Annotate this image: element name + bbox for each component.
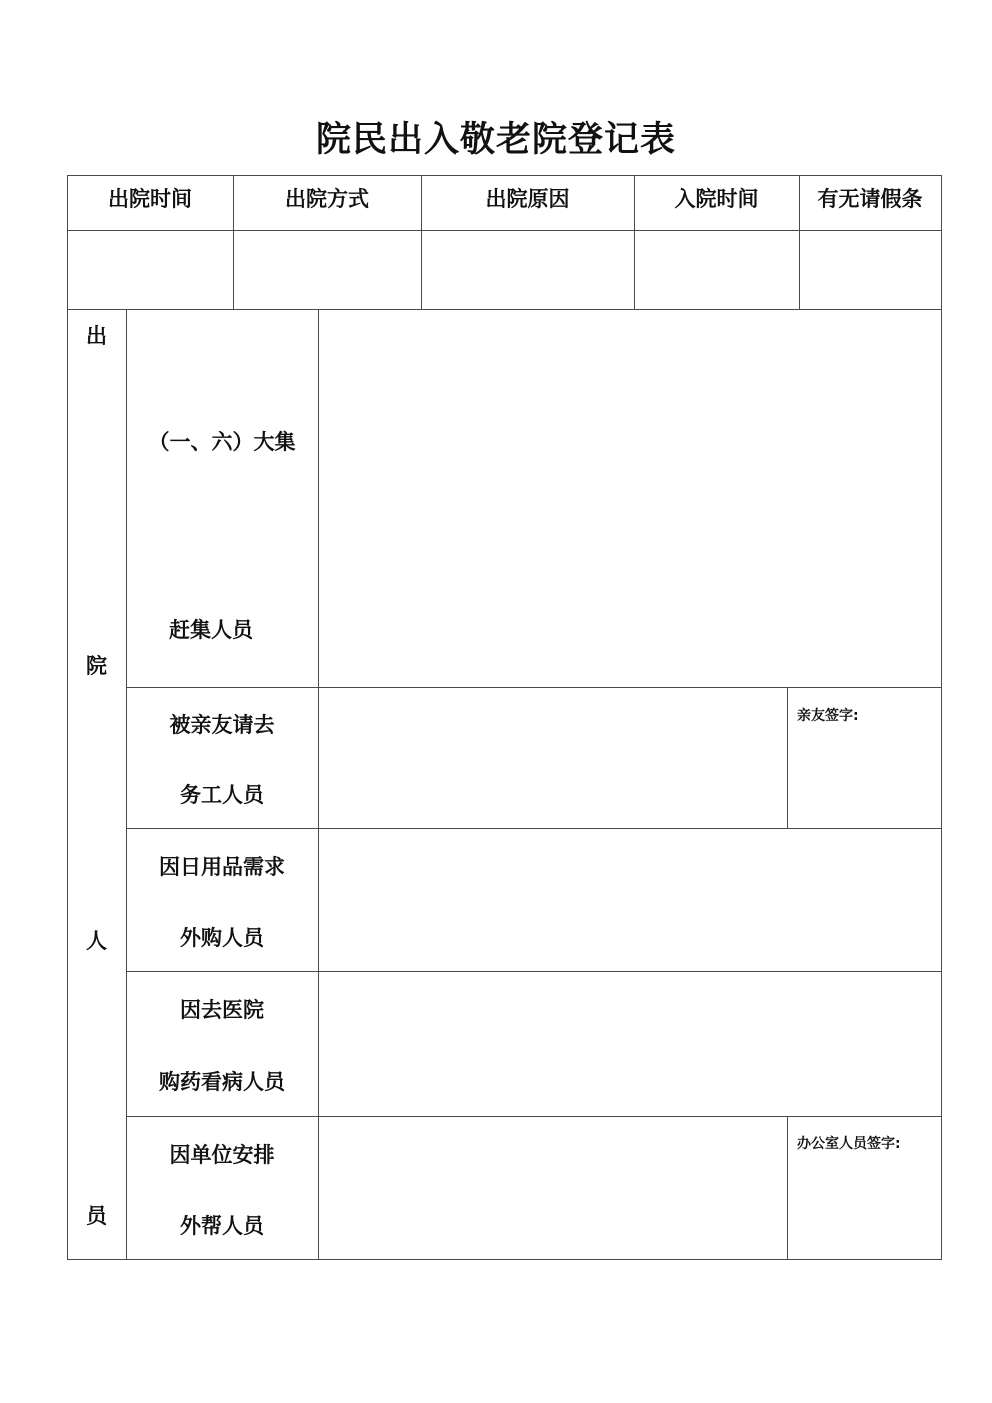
- category-hospital-line1: 因去医院: [180, 998, 264, 1022]
- shopping-entry-cell[interactable]: [319, 829, 941, 971]
- table-border-right: [941, 175, 942, 1260]
- hospital-entry-cell[interactable]: [319, 972, 941, 1116]
- office-signature-label: 办公室人员签字:: [797, 1136, 901, 1152]
- category-shopping-line1: 因日用品需求: [159, 855, 285, 879]
- entry-leave-note-cell[interactable]: [800, 231, 941, 309]
- side-label-char-4: 员: [86, 1204, 107, 1228]
- table-border-bottom: [67, 1259, 942, 1260]
- entry-leave-method-cell[interactable]: [234, 231, 421, 309]
- category-unit-line1: 因单位安排: [169, 1143, 275, 1167]
- side-label-char-3: 人: [86, 929, 107, 953]
- relative-signature-label: 亲友签字:: [797, 708, 859, 724]
- side-label-char-2: 院: [86, 654, 107, 678]
- header-return-time: 入院时间: [674, 187, 759, 211]
- category-work-line2: 务工人员: [180, 783, 264, 807]
- category-unit-line2: 外帮人员: [180, 1214, 264, 1238]
- entry-return-time-cell[interactable]: [635, 231, 799, 309]
- work-entry-cell[interactable]: [319, 688, 787, 828]
- header-leave-time: 出院时间: [108, 187, 192, 211]
- market-entry-cell[interactable]: [319, 310, 941, 687]
- category-market-line1: （一、六）大集: [148, 430, 296, 454]
- category-hospital-line2: 购药看病人员: [159, 1070, 285, 1094]
- table-border-top: [67, 175, 942, 176]
- category-work-line1: 被亲友请去: [169, 713, 275, 737]
- unit-entry-cell[interactable]: [319, 1117, 787, 1259]
- header-leave-reason: 出院原因: [485, 187, 570, 211]
- entry-leave-time-cell[interactable]: [68, 231, 233, 309]
- category-market-line2: 赶集人员: [169, 618, 253, 642]
- page-title: 院民出入敬老院登记表: [315, 120, 676, 160]
- category-shopping-line2: 外购人员: [180, 926, 264, 950]
- entry-leave-reason-cell[interactable]: [422, 231, 634, 309]
- side-label-char-1: 出: [86, 324, 107, 348]
- header-leave-method: 出院方式: [285, 187, 369, 211]
- header-leave-note: 有无请假条: [817, 187, 923, 211]
